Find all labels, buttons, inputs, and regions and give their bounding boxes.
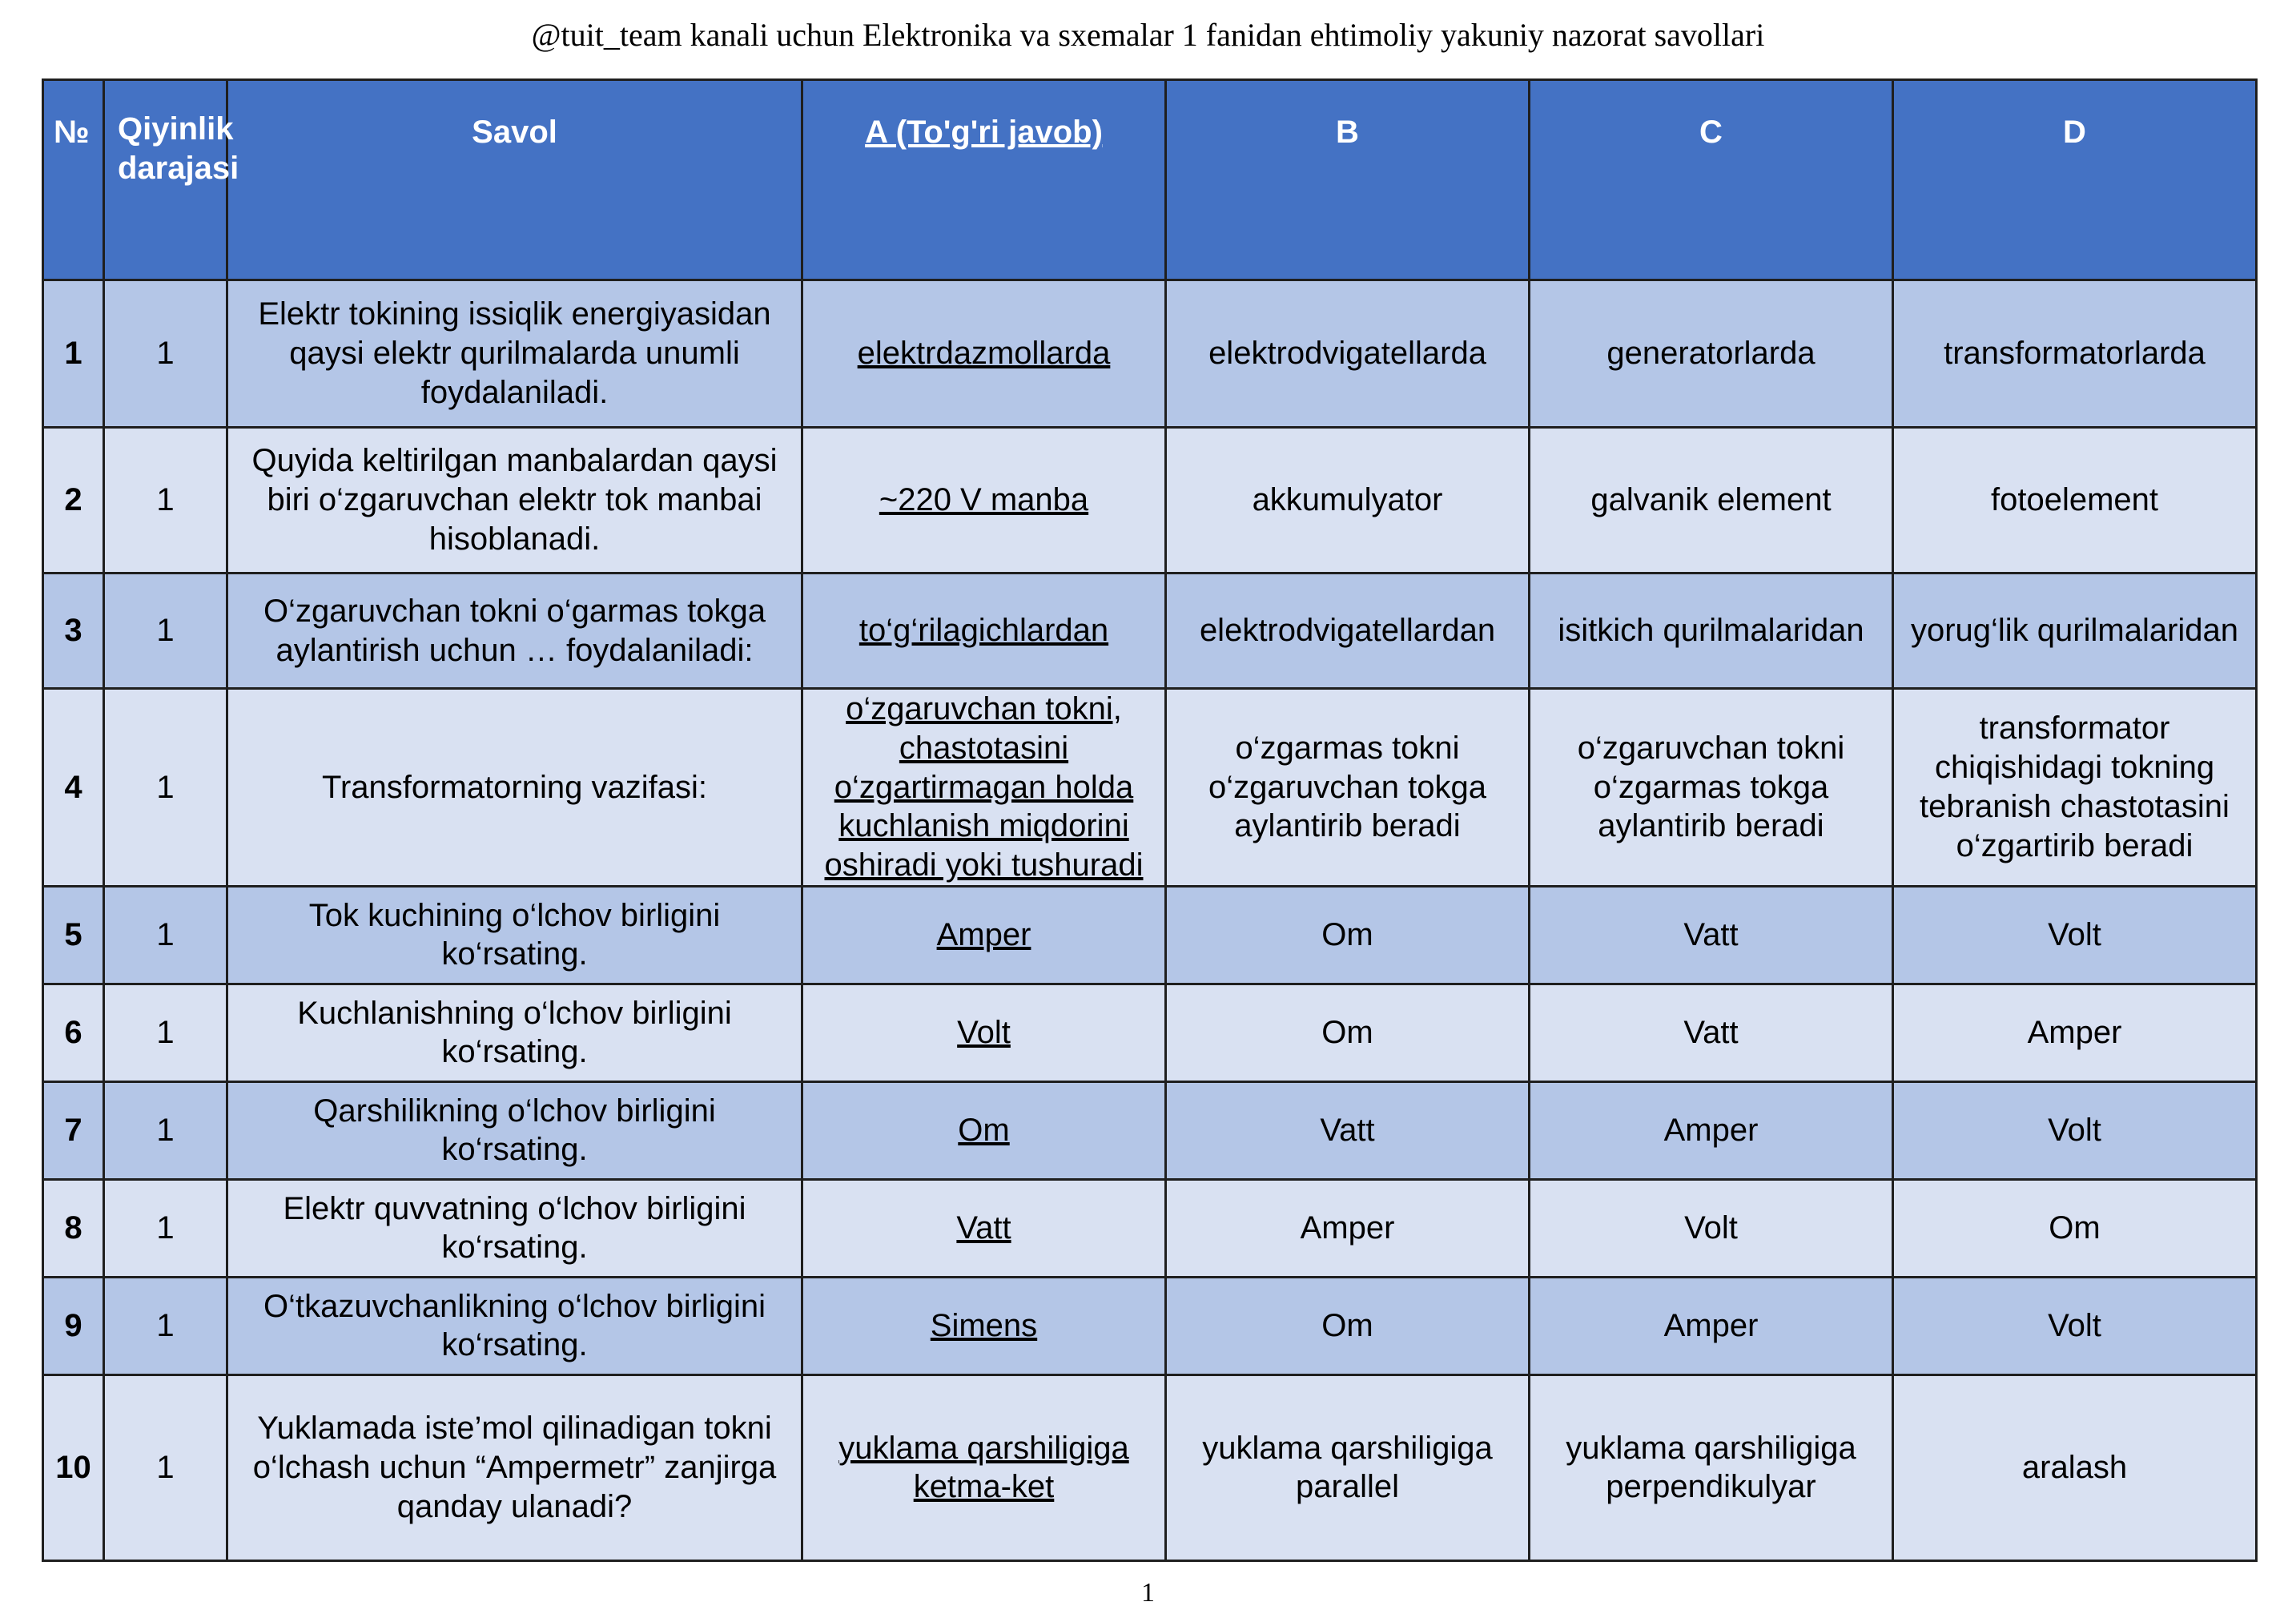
row-difficulty: 1 [104,1277,227,1374]
table-row [43,280,2257,428]
header-number: № [43,80,104,280]
table-row [43,984,2257,1081]
row-answer-c: generatorlarda [1530,280,1893,428]
row-answer-c: galvanik element [1530,428,1893,574]
row-answer-c: Amper [1530,1081,1893,1179]
row-answer-a [802,689,1166,887]
row-answer-b: Om [1166,1277,1530,1374]
row-answer-d: Amper [1893,984,2257,1081]
row-answer-c: Amper [1530,1277,1893,1374]
row-question: O‘tkazuvchanlikning o‘lchov birligini ko‘rsating. [227,1277,802,1374]
row-question: Kuchlanishning o‘lchov birligini ko‘rsating. [227,984,802,1081]
table-row [43,1277,2257,1374]
row-number: 2 [43,428,104,574]
row-question: Transformatorning vazifasi: [227,689,802,887]
row-question: Elektr quvvatning o‘lchov birligini ko‘rsating. [227,1179,802,1277]
correct-answer-text: ~220 V manba [879,482,1089,518]
table-row [43,886,2257,984]
table-row [43,689,2257,887]
correct-answer-text: o‘zgaruvchan tokni, chastotasini o‘zgartirmagan holda kuchlanish miqdorini oshiradi yoki tushuradi [824,691,1144,883]
header-question: Savol [227,80,802,280]
correct-answer-text: Vatt [956,1210,1011,1246]
row-answer-b: yuklama qarshiligiga parallel [1166,1374,1530,1560]
row-difficulty: 1 [104,428,227,574]
row-answer-d: yorug‘lik qurilmalaridan [1893,574,2257,689]
correct-answer-text: to‘g‘rilagichlardan [858,613,1109,649]
row-answer-d: Volt [1893,1277,2257,1374]
row-question: Tok kuchining o‘lchov birligini ko‘rsating. [227,886,802,984]
row-answer-a [802,280,1166,428]
row-answer-b: o‘zgarmas tokni o‘zgaruvchan tokga aylantirib beradi [1166,689,1530,887]
row-difficulty: 1 [104,1179,227,1277]
row-answer-d: Om [1893,1179,2257,1277]
row-answer-c: yuklama qarshiligiga perpendikulyar [1530,1374,1893,1560]
row-answer-c: isitkich qurilmalaridan [1530,574,1893,689]
row-difficulty: 1 [104,574,227,689]
row-answer-d: aralash [1893,1374,2257,1560]
table-row [43,574,2257,689]
table-row [43,1374,2257,1560]
correct-answer-text: Volt [957,1015,1011,1051]
row-difficulty: 1 [104,1081,227,1179]
questions-table [42,78,2258,1562]
row-answer-b: Om [1166,886,1530,984]
row-question: O‘zgaruvchan tokni o‘garmas tokga aylantirish uchun … foydalaniladi: [227,574,802,689]
row-answer-d: Volt [1893,1081,2257,1179]
row-number: 9 [43,1277,104,1374]
row-answer-c: Vatt [1530,886,1893,984]
row-answer-d: transformatorlarda [1893,280,2257,428]
header-answer-a [802,80,1166,280]
table-row [43,428,2257,574]
row-answer-a [802,984,1166,1081]
row-answer-a [802,1277,1166,1374]
row-answer-b: Om [1166,984,1530,1081]
row-answer-b: Vatt [1166,1081,1530,1179]
row-answer-a [802,1179,1166,1277]
row-number: 10 [43,1374,104,1560]
row-question: Qarshilikning o‘lchov birligini ko‘rsating. [227,1081,802,1179]
row-answer-d: Volt [1893,886,2257,984]
header-difficulty-level: Qiyinlik darajasi [104,80,227,280]
correct-answer-text: Simens [930,1308,1038,1344]
row-question: Yuklamada iste’mol qilinadigan tokni o‘lchash uchun “Ampermetr” zanjirga qanday ulanadi? [227,1374,802,1560]
row-difficulty: 1 [104,886,227,984]
table-row [43,1179,2257,1277]
row-number: 5 [43,886,104,984]
correct-answer-text: elektrdazmollarda [857,336,1111,372]
row-answer-a [802,428,1166,574]
row-difficulty: 1 [104,280,227,428]
row-question: Quyida keltirilgan manbalardan qaysi biri o‘zgaruvchan elektr tok manbai hisoblanadi. [227,428,802,574]
header-answer-a-label: A (To'g'ri javob) [865,115,1103,150]
row-answer-d: transformator chiqishidagi tokning tebranish chastotasini o‘zgartirib beradi [1893,689,2257,887]
correct-answer-text: Amper [936,917,1031,953]
row-number: 3 [43,574,104,689]
table-row [43,1081,2257,1179]
row-answer-b: akkumulyator [1166,428,1530,574]
header-answer-c: C [1530,80,1893,280]
row-difficulty: 1 [104,689,227,887]
row-answer-a [802,1081,1166,1179]
row-answer-c: Volt [1530,1179,1893,1277]
header-answer-b: B [1166,80,1530,280]
row-number: 7 [43,1081,104,1179]
row-number: 6 [43,984,104,1081]
row-number: 4 [43,689,104,887]
header-answer-d: D [1893,80,2257,280]
page-number: 1 [1141,1578,1155,1608]
row-question: Elektr tokining issiqlik energiyasidan qaysi elektr qurilmalarda unumli foydalaniladi. [227,280,802,428]
correct-answer-text: Om [958,1113,1010,1149]
row-answer-d: fotoelement [1893,428,2257,574]
row-number: 1 [43,280,104,428]
row-answer-c: o‘zgaruvchan tokni o‘zgarmas tokga aylantirib beradi [1530,689,1893,887]
row-answer-c: Vatt [1530,984,1893,1081]
row-answer-a [802,574,1166,689]
row-answer-b: elektrodvigatellardan [1166,574,1530,689]
row-answer-b: Amper [1166,1179,1530,1277]
correct-answer-text: yuklama qarshiligiga ketma-ket [838,1430,1129,1505]
row-answer-b: elektrodvigatellarda [1166,280,1530,428]
row-difficulty: 1 [104,984,227,1081]
row-answer-a [802,886,1166,984]
header-row [43,80,2257,280]
row-number: 8 [43,1179,104,1277]
row-answer-a [802,1374,1166,1560]
document-title: @tuit_team kanali uchun Elektronika va sxemalar 1 fanidan ehtimoliy yakuniy nazorat savollari [531,17,1765,53]
row-difficulty: 1 [104,1374,227,1560]
